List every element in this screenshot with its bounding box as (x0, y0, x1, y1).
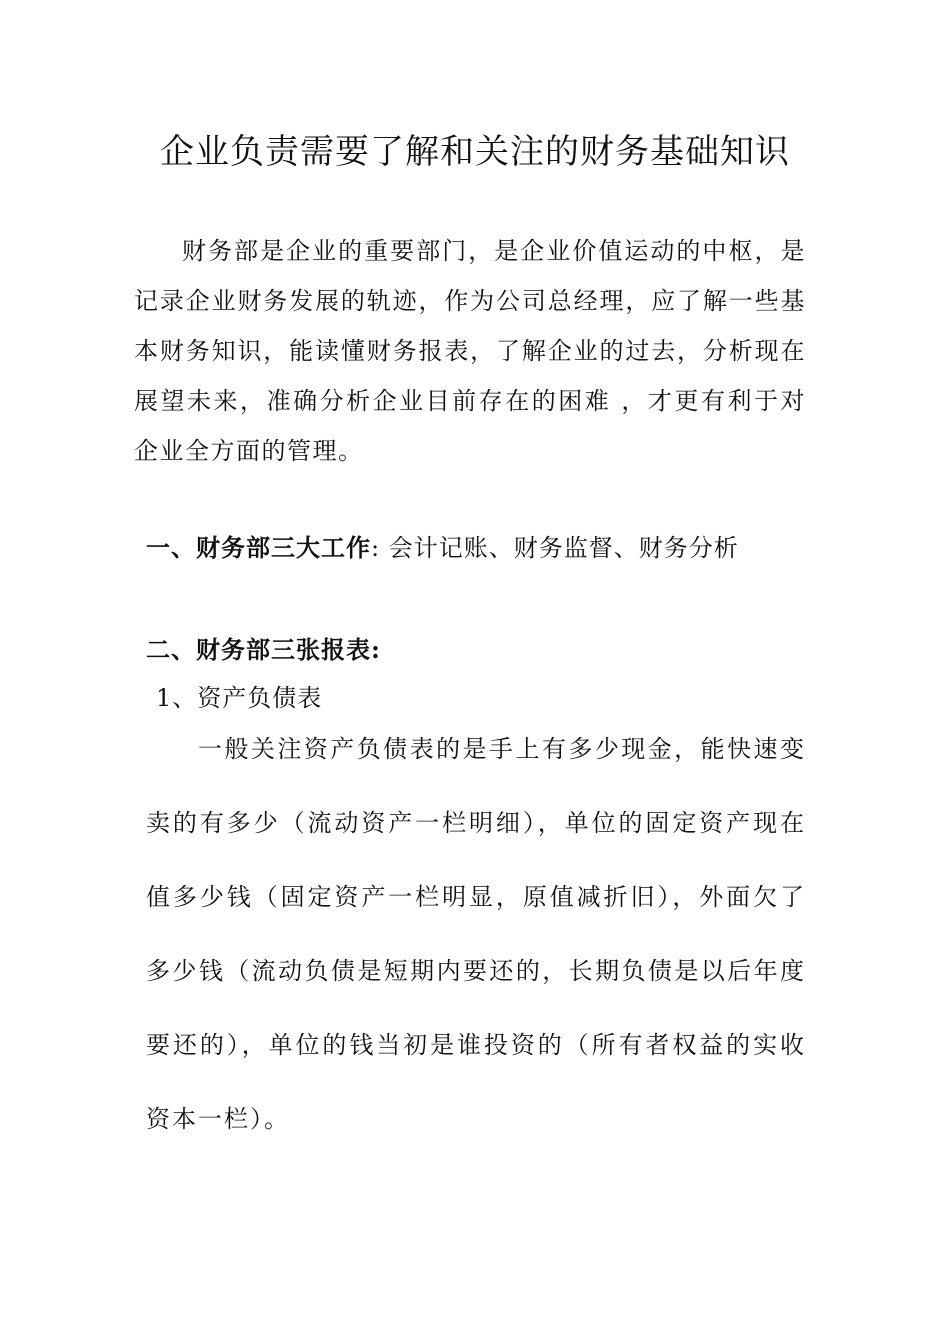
section-2-line (146, 630, 381, 670)
section-1-text: 会计记账、财务监督、财务分析 (380, 534, 739, 562)
section-1-line (146, 528, 739, 568)
section-2-heading: 二、财务部三张报表: (146, 635, 381, 664)
subsection-1-paragraph: 一般关注资产负债表的是手上有多少现金，能快速变卖的有多少（流动资产一栏明细），单位的固定资产现在值多少钱（固定资产一栏明显，原值减折旧），外面欠了多少钱（流动负债是短期内要还的，长期负债是以后年度要还的），单位的钱当初是谁投资的（所有者权益的实收资本一栏）。 (146, 735, 806, 1133)
subsection-1-heading: 1、资产负债表 (156, 684, 323, 712)
section-1-colon: : (371, 534, 381, 562)
section-1-heading: 一、财务部三大工作 (146, 533, 371, 562)
document-title: 企业负责需要了解和关注的财务基础知识 (160, 132, 790, 172)
intro-paragraph: 财务部是企业的重要部门，是企业价值运动的中枢，是记录企业财务发展的轨迹，作为公司总经理，应了解一些基本财务知识，能读懂财务报表，了解企业的过去，分析现在展望未来，准确分析企业目前存在的困难 ，才更有利于对企业全方面的管理。 (134, 237, 806, 465)
